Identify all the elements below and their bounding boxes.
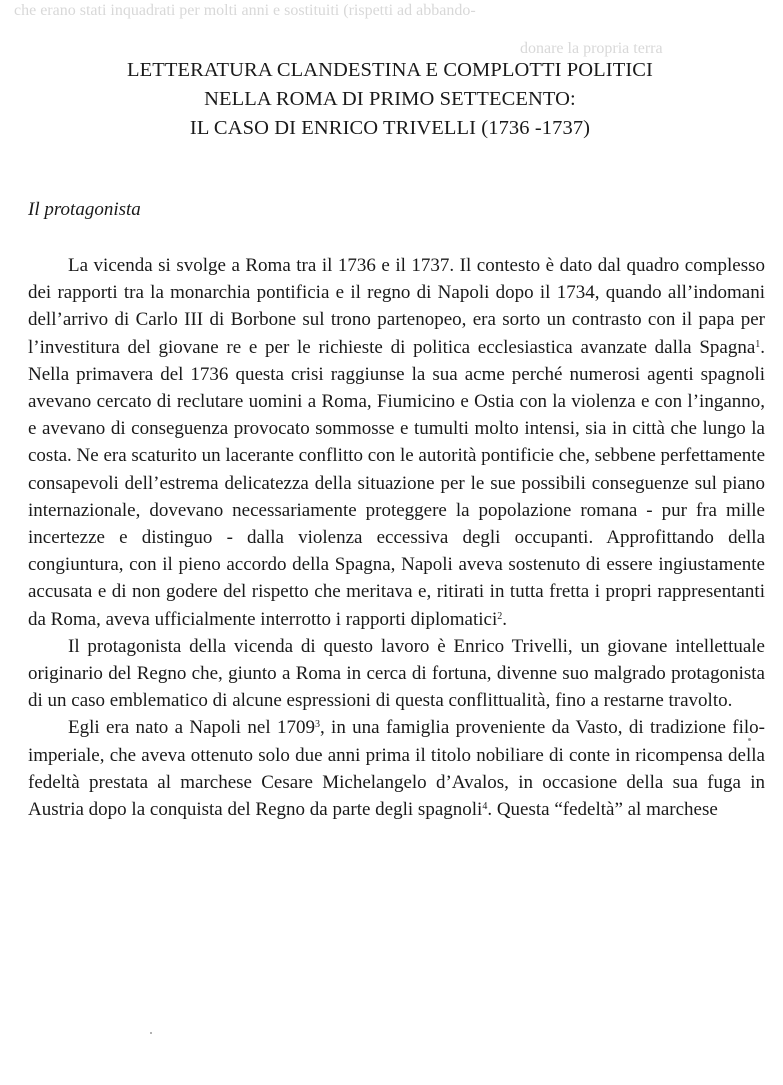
section-heading: Il protagonista (28, 199, 141, 220)
text-run: Egli era nato a Napoli nel 1709 (68, 717, 315, 739)
text-run: Il protagonista della vicenda di questo lavoro è Enrico Trivelli, un giovane intellettuale originario del Regno che, giunto a Roma in cerca di fortuna, divenne suo malgrado protagonista di un caso emblematico di alcune espressioni di questa conflittualità, fino a restarne travolto. (28, 635, 765, 712)
text-run: , in una famiglia proveniente da Vasto, di tradizione filo-imperiale, che aveva ottenuto solo due anni prima il titolo nobiliare di conte in ricompensa della fedeltà prestata al marchese Cesare Michelangelo d’Avalos, in occasione della sua fuga in Austria dopo la conquista del Regno da parte degli spagnoli (28, 717, 765, 821)
title-line: NELLA ROMA DI PRIMO SETTECENTO: (204, 88, 576, 110)
paragraph (28, 252, 765, 633)
scan-speck (150, 1032, 152, 1034)
title-line: IL CASO DI ENRICO TRIVELLI (1736 -1737) (189, 117, 591, 139)
document-title (40, 56, 740, 143)
text-run: . Nella primavera del 1736 questa crisi raggiunse la sua acme perché numerosi agenti spagnoli avevano cercato di reclutare uomini a Roma, Fiumicino e Ostia con la violenza e con l’inganno, e avevano di conseguenza provocato sommosse e tumulti molto intensi, sia in città che lungo la costa. Ne era scaturito un lacerante conflitto con le autorità pontificie che, sebbene perfettamente consapevoli dell’estrema delicatezza della situazione per le sue possibili conseguenze sul piano internazionale, dovevano necessariamente proteggere la popolazione romana - pur fra mille incertezze e distinguo - dalla violenza eccessiva degli occupanti. Approfittando della congiuntura, con il pieno accordo della Spagna, Napoli aveva sostenuto di essere ingiustamente accusata e di non godere del rispetto che meritava e, ritirati in tutta fretta i propri rappresentanti da Roma, aveva ufficialmente interrotto i rapporti diplomatici (28, 336, 765, 630)
text-run: . (502, 608, 507, 630)
footnote-marker: 3 (314, 719, 320, 731)
body-text (28, 252, 765, 823)
scan-speck (748, 738, 751, 741)
footnote-marker: 1 (755, 338, 761, 350)
bleed-through-text: donare la propria terra (520, 40, 663, 57)
text-run: . Questa “fedeltà” al marchese (487, 799, 718, 821)
paragraph (28, 633, 765, 715)
bleed-through-text: che erano stati inquadrati per molti anni e sostituiti (rispetti ad abbando- (14, 2, 476, 19)
text-run: La vicenda si svolge a Roma tra il 1736 e il 1737. Il contesto è dato dal quadro complesso dei rapporti tra la monarchia pontificia e il regno di Napoli dopo il 1734, quando all’indomani dell’arrivo di Carlo III di Borbone sul trono partenopeo, era sorto un contrasto con il papa per l’investitura del giovane re e per le richieste di politica ecclesiastica avanzate dalla Spagna (28, 255, 765, 358)
title-line: LETTERATURA CLANDESTINA E COMPLOTTI POLITICI (127, 59, 653, 81)
footnote-marker: 2 (497, 610, 503, 622)
paragraph (28, 714, 765, 823)
footnote-marker: 4 (482, 801, 488, 813)
